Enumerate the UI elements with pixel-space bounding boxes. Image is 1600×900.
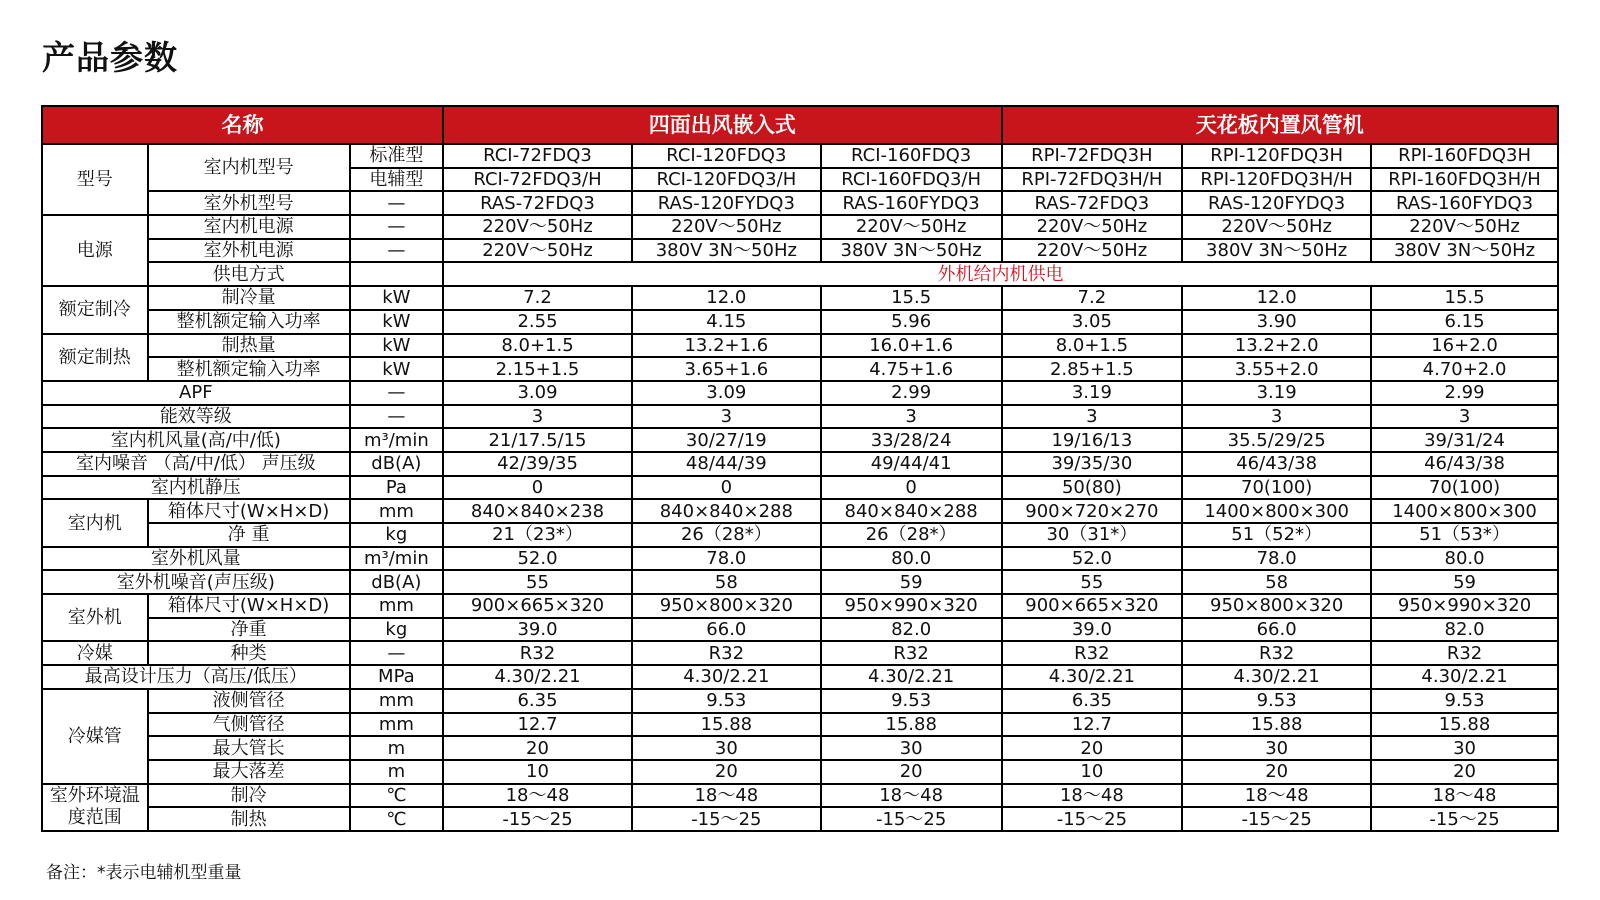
sub-label: 制冷 — [148, 784, 350, 808]
value-cell: 12.0 — [1182, 286, 1371, 310]
value-cell: 15.5 — [1371, 286, 1558, 310]
sub-label: 净重 — [148, 618, 350, 642]
value-cell: R32 — [1002, 641, 1183, 665]
unit-cell: — — [350, 215, 443, 239]
table-row — [42, 807, 1558, 831]
value-cell: 4.30/2.21 — [443, 665, 632, 689]
table-row — [42, 689, 1558, 713]
table-row — [42, 239, 1558, 263]
value-cell: 6.35 — [1002, 689, 1183, 713]
value-cell: RCI-160FDQ3 — [821, 144, 1002, 168]
value-cell: 7.2 — [1002, 286, 1183, 310]
value-cell: RPI-160FDQ3H/H — [1371, 168, 1558, 192]
value-cell: 3.09 — [632, 381, 821, 405]
value-cell: 9.53 — [821, 689, 1002, 713]
table-row — [42, 476, 1558, 500]
value-cell: 4.75+1.6 — [821, 357, 1002, 381]
sub-label: 室外机型号 — [148, 191, 350, 215]
sub-label: 液侧管径 — [148, 689, 350, 713]
unit-cell: mm — [350, 689, 443, 713]
header-name: 名称 — [42, 106, 443, 144]
unit-cell: — — [350, 239, 443, 263]
value-cell: 58 — [1182, 570, 1371, 594]
value-cell: 49/44/41 — [821, 452, 1002, 476]
sub-label: 整机额定输入功率 — [148, 310, 350, 334]
value-cell: 66.0 — [1182, 618, 1371, 642]
value-cell: 51（52*） — [1182, 523, 1371, 547]
value-cell: RAS-160FYDQ3 — [1371, 191, 1558, 215]
value-cell: 3 — [1182, 405, 1371, 429]
value-cell: 2.15+1.5 — [443, 357, 632, 381]
value-cell: 66.0 — [632, 618, 821, 642]
value-cell: -15～25 — [1002, 807, 1183, 831]
value-cell: RPI-160FDQ3H — [1371, 144, 1558, 168]
table-row — [42, 784, 1558, 808]
sub-label: 最大落差 — [148, 760, 350, 784]
value-cell: RPI-72FDQ3H — [1002, 144, 1183, 168]
value-cell: 16.0+1.6 — [821, 334, 1002, 358]
value-cell: -15～25 — [1182, 807, 1371, 831]
value-cell: R32 — [821, 641, 1002, 665]
unit-cell: mm — [350, 594, 443, 618]
value-cell: 220V～50Hz — [1002, 215, 1183, 239]
spec-table-body — [42, 144, 1558, 831]
unit-cell: mm — [350, 713, 443, 737]
value-cell: 3.19 — [1182, 381, 1371, 405]
row-label: 室内机静压 — [42, 476, 350, 500]
table-row — [42, 262, 1558, 286]
value-cell: 46/43/38 — [1371, 452, 1558, 476]
value-cell: 3 — [1371, 405, 1558, 429]
value-cell: RAS-72FDQ3 — [443, 191, 632, 215]
value-cell: R32 — [1371, 641, 1558, 665]
unit-cell: 标准型 — [350, 144, 443, 168]
value-cell: 52.0 — [443, 547, 632, 571]
group-label: 型号 — [42, 144, 148, 215]
value-cell: 18～48 — [1371, 784, 1558, 808]
value-cell: RPI-72FDQ3H/H — [1002, 168, 1183, 192]
value-cell: 30 — [821, 736, 1002, 760]
table-row — [42, 428, 1558, 452]
unit-cell: kW — [350, 310, 443, 334]
row-label: 最高设计压力（高压/低压） — [42, 665, 350, 689]
value-cell: 3.55+2.0 — [1182, 357, 1371, 381]
unit-cell: kg — [350, 523, 443, 547]
sub-label: 气侧管径 — [148, 713, 350, 737]
value-cell: 48/44/39 — [632, 452, 821, 476]
value-cell: -15～25 — [1371, 807, 1558, 831]
table-row — [42, 286, 1558, 310]
value-cell: 2.99 — [1371, 381, 1558, 405]
value-cell: 0 — [443, 476, 632, 500]
row-label: APF — [42, 381, 350, 405]
sub-label: 室内机电源 — [148, 215, 350, 239]
value-cell: 26（28*） — [632, 523, 821, 547]
table-row — [42, 736, 1558, 760]
sub-label: 净 重 — [148, 523, 350, 547]
value-cell: 18～48 — [632, 784, 821, 808]
value-cell: 18～48 — [1182, 784, 1371, 808]
value-cell: 3 — [821, 405, 1002, 429]
value-cell: 15.88 — [632, 713, 821, 737]
unit-cell: mm — [350, 499, 443, 523]
group-label: 室外机 — [42, 594, 148, 641]
value-cell: 2.55 — [443, 310, 632, 334]
value-cell: 2.99 — [821, 381, 1002, 405]
value-cell: 950×800×320 — [632, 594, 821, 618]
value-cell: 220V～50Hz — [1002, 239, 1183, 263]
sub-label: 制冷量 — [148, 286, 350, 310]
table-row — [42, 570, 1558, 594]
sub-label: 最大管长 — [148, 736, 350, 760]
value-cell: 30（31*） — [1002, 523, 1183, 547]
value-cell: 26（28*） — [821, 523, 1002, 547]
value-cell: 33/28/24 — [821, 428, 1002, 452]
value-cell: 10 — [1002, 760, 1183, 784]
value-cell: R32 — [1182, 641, 1371, 665]
value-cell: 35.5/29/25 — [1182, 428, 1371, 452]
unit-cell: kW — [350, 334, 443, 358]
sub-label: 整机额定输入功率 — [148, 357, 350, 381]
value-cell: RPI-120FDQ3H — [1182, 144, 1371, 168]
value-cell: 4.15 — [632, 310, 821, 334]
group-label: 额定制冷 — [42, 286, 148, 333]
value-cell: 55 — [443, 570, 632, 594]
value-cell: 900×665×320 — [443, 594, 632, 618]
unit-cell: m — [350, 760, 443, 784]
unit-cell: dB(A) — [350, 570, 443, 594]
table-row — [42, 594, 1558, 618]
value-cell: 840×840×238 — [443, 499, 632, 523]
value-cell: 16+2.0 — [1371, 334, 1558, 358]
value-cell: 4.70+2.0 — [1371, 357, 1558, 381]
unit-cell: Pa — [350, 476, 443, 500]
sub-label: 供电方式 — [148, 262, 350, 286]
value-cell: RCI-120FDQ3 — [632, 144, 821, 168]
table-row — [42, 381, 1558, 405]
header-group-cassette: 四面出风嵌入式 — [443, 106, 1001, 144]
value-cell: 4.30/2.21 — [821, 665, 1002, 689]
value-cell: RAS-120FYDQ3 — [632, 191, 821, 215]
table-row — [42, 357, 1558, 381]
header-row — [42, 106, 1558, 144]
value-cell: 900×720×270 — [1002, 499, 1183, 523]
group-label: 室外环境温度范围 — [42, 784, 148, 831]
value-cell: 39/35/30 — [1002, 452, 1183, 476]
value-cell: 4.30/2.21 — [1002, 665, 1183, 689]
unit-cell: — — [350, 381, 443, 405]
unit-cell: m³/min — [350, 428, 443, 452]
value-cell: 4.30/2.21 — [1371, 665, 1558, 689]
value-cell: RAS-120FYDQ3 — [1182, 191, 1371, 215]
value-cell: 840×840×288 — [632, 499, 821, 523]
value-cell: 19/16/13 — [1002, 428, 1183, 452]
merged-value-cell: 外机给内机供电 — [443, 262, 1558, 286]
value-cell: 78.0 — [632, 547, 821, 571]
sub-label: 制热量 — [148, 334, 350, 358]
unit-cell: ℃ — [350, 784, 443, 808]
value-cell: 15.88 — [1371, 713, 1558, 737]
table-row — [42, 713, 1558, 737]
value-cell: 70(100) — [1182, 476, 1371, 500]
value-cell: 80.0 — [1371, 547, 1558, 571]
value-cell: 9.53 — [1371, 689, 1558, 713]
value-cell: 13.2+2.0 — [1182, 334, 1371, 358]
group-label: 额定制热 — [42, 334, 148, 381]
value-cell: 8.0+1.5 — [1002, 334, 1183, 358]
value-cell: R32 — [632, 641, 821, 665]
value-cell: 380V 3N～50Hz — [632, 239, 821, 263]
row-label: 室外机噪音(声压级) — [42, 570, 350, 594]
value-cell: 3 — [443, 405, 632, 429]
value-cell: 2.85+1.5 — [1002, 357, 1183, 381]
value-cell: 18～48 — [821, 784, 1002, 808]
sub-label: 种类 — [148, 641, 350, 665]
value-cell: 12.7 — [443, 713, 632, 737]
value-cell: 9.53 — [1182, 689, 1371, 713]
value-cell: 30 — [632, 736, 821, 760]
value-cell: 21/17.5/15 — [443, 428, 632, 452]
unit-cell: MPa — [350, 665, 443, 689]
value-cell: 3.90 — [1182, 310, 1371, 334]
value-cell: 1400×800×300 — [1182, 499, 1371, 523]
table-row — [42, 334, 1558, 358]
value-cell: 12.0 — [632, 286, 821, 310]
value-cell: 20 — [632, 760, 821, 784]
unit-cell: m — [350, 736, 443, 760]
row-label: 能效等级 — [42, 405, 350, 429]
value-cell: 30/27/19 — [632, 428, 821, 452]
value-cell: -15～25 — [632, 807, 821, 831]
value-cell: 58 — [632, 570, 821, 594]
unit-cell: — — [350, 405, 443, 429]
value-cell: 380V 3N～50Hz — [1182, 239, 1371, 263]
unit-cell: m³/min — [350, 547, 443, 571]
value-cell: 9.53 — [632, 689, 821, 713]
unit-cell: dB(A) — [350, 452, 443, 476]
value-cell: 59 — [821, 570, 1002, 594]
group-label: 室内机 — [42, 499, 148, 546]
group-label: 冷媒管 — [42, 689, 148, 784]
value-cell: 55 — [1002, 570, 1183, 594]
value-cell: 1400×800×300 — [1371, 499, 1558, 523]
value-cell: 220V～50Hz — [443, 239, 632, 263]
row-label: 室外机风量 — [42, 547, 350, 571]
unit-cell: — — [350, 191, 443, 215]
value-cell: 3.05 — [1002, 310, 1183, 334]
table-row — [42, 191, 1558, 215]
value-cell: 220V～50Hz — [1182, 215, 1371, 239]
value-cell: 4.30/2.21 — [632, 665, 821, 689]
value-cell: 3 — [632, 405, 821, 429]
value-cell: 380V 3N～50Hz — [821, 239, 1002, 263]
table-row — [42, 499, 1558, 523]
value-cell: 30 — [1182, 736, 1371, 760]
table-row — [42, 523, 1558, 547]
value-cell: 0 — [821, 476, 1002, 500]
sub-label: 制热 — [148, 807, 350, 831]
row-label: 室内噪音 （高/中/低） 声压级 — [42, 452, 350, 476]
value-cell: 20 — [1182, 760, 1371, 784]
value-cell: 380V 3N～50Hz — [1371, 239, 1558, 263]
table-row — [42, 665, 1558, 689]
value-cell: 15.88 — [821, 713, 1002, 737]
value-cell: 900×665×320 — [1002, 594, 1183, 618]
value-cell: 220V～50Hz — [443, 215, 632, 239]
value-cell: 42/39/35 — [443, 452, 632, 476]
value-cell: 30 — [1371, 736, 1558, 760]
value-cell: 15.88 — [1182, 713, 1371, 737]
value-cell: 20 — [443, 736, 632, 760]
value-cell: 39.0 — [1002, 618, 1183, 642]
unit-cell: 电辅型 — [350, 168, 443, 192]
row-label: 室内机风量(高/中/低) — [42, 428, 350, 452]
value-cell: RCI-72FDQ3/H — [443, 168, 632, 192]
value-cell: -15～25 — [443, 807, 632, 831]
value-cell: 50(80) — [1002, 476, 1183, 500]
value-cell: 950×990×320 — [1371, 594, 1558, 618]
table-row — [42, 641, 1558, 665]
value-cell: 0 — [632, 476, 821, 500]
sub-label: 箱体尺寸(W×H×D) — [148, 499, 350, 523]
value-cell: 220V～50Hz — [632, 215, 821, 239]
value-cell: 8.0+1.5 — [443, 334, 632, 358]
footnote: 备注：*表示电辅机型重量 — [46, 863, 242, 883]
value-cell: 15.5 — [821, 286, 1002, 310]
value-cell: 82.0 — [1371, 618, 1558, 642]
value-cell: 950×800×320 — [1182, 594, 1371, 618]
value-cell: 220V～50Hz — [1371, 215, 1558, 239]
value-cell: 3.09 — [443, 381, 632, 405]
value-cell: RAS-160FYDQ3 — [821, 191, 1002, 215]
value-cell: 6.15 — [1371, 310, 1558, 334]
header-group-duct: 天花板内置风管机 — [1002, 106, 1558, 144]
value-cell: 78.0 — [1182, 547, 1371, 571]
value-cell: RAS-72FDQ3 — [1002, 191, 1183, 215]
value-cell: 80.0 — [821, 547, 1002, 571]
unit-cell — [350, 262, 443, 286]
value-cell: 21（23*） — [443, 523, 632, 547]
unit-cell: ℃ — [350, 807, 443, 831]
table-row — [42, 215, 1558, 239]
value-cell: 82.0 — [821, 618, 1002, 642]
value-cell: 6.35 — [443, 689, 632, 713]
value-cell: RCI-120FDQ3/H — [632, 168, 821, 192]
value-cell: 3.19 — [1002, 381, 1183, 405]
sub-label: 室内机型号 — [148, 144, 350, 191]
value-cell: -15～25 — [821, 807, 1002, 831]
group-label: 电源 — [42, 215, 148, 286]
value-cell: 39/31/24 — [1371, 428, 1558, 452]
value-cell: 3 — [1002, 405, 1183, 429]
value-cell: 51（53*） — [1371, 523, 1558, 547]
value-cell: 20 — [821, 760, 1002, 784]
table-row — [42, 144, 1558, 168]
sub-label: 室外机电源 — [148, 239, 350, 263]
value-cell: 7.2 — [443, 286, 632, 310]
value-cell: 10 — [443, 760, 632, 784]
unit-cell: — — [350, 641, 443, 665]
sub-label: 箱体尺寸(W×H×D) — [148, 594, 350, 618]
value-cell: 39.0 — [443, 618, 632, 642]
value-cell: 20 — [1371, 760, 1558, 784]
value-cell: 3.65+1.6 — [632, 357, 821, 381]
value-cell: 13.2+1.6 — [632, 334, 821, 358]
table-row — [42, 405, 1558, 429]
unit-cell: kW — [350, 286, 443, 310]
value-cell: 950×990×320 — [821, 594, 1002, 618]
value-cell: 18～48 — [443, 784, 632, 808]
value-cell: RCI-160FDQ3/H — [821, 168, 1002, 192]
unit-cell: kg — [350, 618, 443, 642]
group-label: 冷媒 — [42, 641, 148, 665]
value-cell: 46/43/38 — [1182, 452, 1371, 476]
table-row — [42, 547, 1558, 571]
value-cell: 20 — [1002, 736, 1183, 760]
table-row — [42, 310, 1558, 334]
value-cell: RPI-120FDQ3H/H — [1182, 168, 1371, 192]
value-cell: 840×840×288 — [821, 499, 1002, 523]
table-row — [42, 452, 1558, 476]
value-cell: 59 — [1371, 570, 1558, 594]
value-cell: 12.7 — [1002, 713, 1183, 737]
value-cell: 220V～50Hz — [821, 215, 1002, 239]
value-cell: R32 — [443, 641, 632, 665]
table-row — [42, 618, 1558, 642]
page-title: 产品参数 — [42, 38, 178, 77]
value-cell: 70(100) — [1371, 476, 1558, 500]
unit-cell: kW — [350, 357, 443, 381]
spec-table — [41, 105, 1559, 832]
value-cell: RCI-72FDQ3 — [443, 144, 632, 168]
value-cell: 4.30/2.21 — [1182, 665, 1371, 689]
value-cell: 52.0 — [1002, 547, 1183, 571]
value-cell: 5.96 — [821, 310, 1002, 334]
table-row — [42, 760, 1558, 784]
value-cell: 18～48 — [1002, 784, 1183, 808]
